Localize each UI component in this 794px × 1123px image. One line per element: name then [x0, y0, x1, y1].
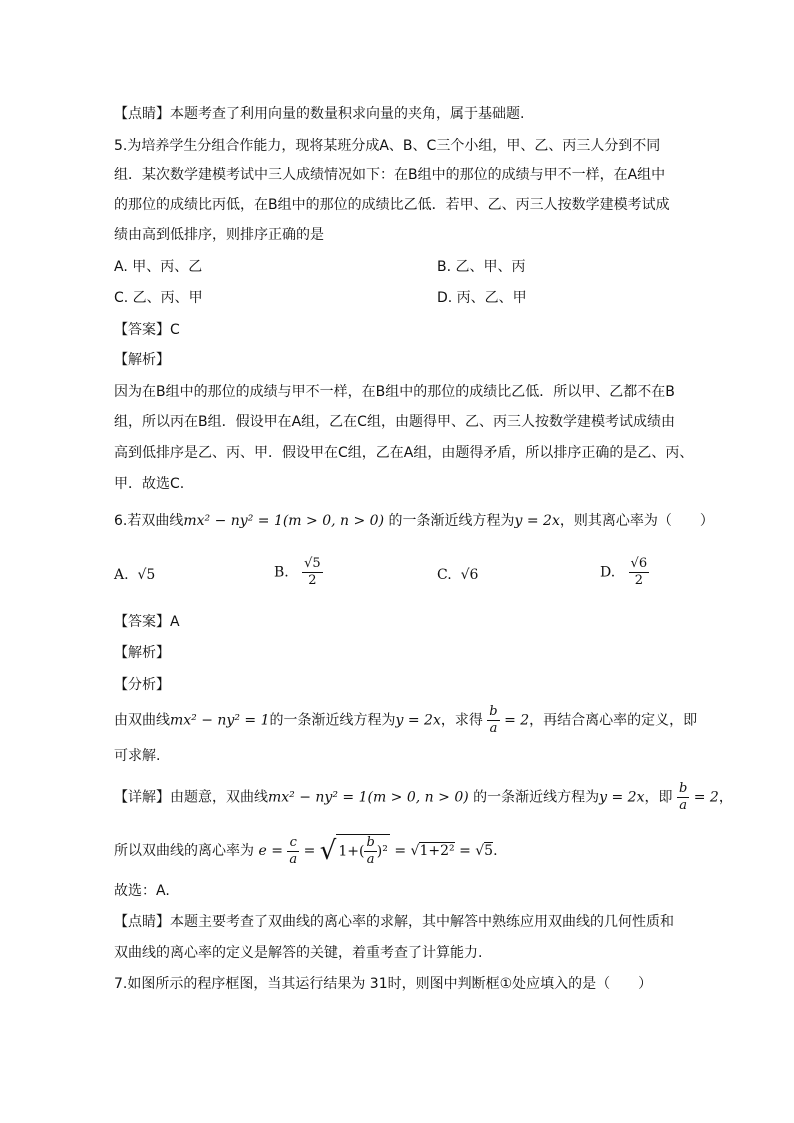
q6-mid: 的一条渐近线方程为: [388, 513, 515, 529]
q6-asymptote: y = 2x: [514, 513, 560, 529]
q6-option-d-label: D.: [600, 564, 616, 581]
q5-analysis-tag: 【解析】: [114, 352, 170, 368]
analysis-suffix: ，再结合离心率的定义，即: [529, 712, 698, 729]
q6-note-2: 双曲线的离心率的定义是解答的关键，着重考查了计算能力.: [114, 945, 483, 961]
q5-line-1: 5.为培养学生分组合作能力，现将某班分成A、B、C三个小组，甲、乙、丙三人分到不同: [114, 138, 661, 154]
q6-option-b-denominator: 2: [308, 573, 317, 588]
q6-option-d-denominator: 2: [634, 573, 643, 588]
q6-prefix: 6.若双曲线: [114, 513, 184, 529]
analysis-prefix: 由双曲线: [114, 712, 170, 729]
detail-tag: 【详解】: [114, 789, 170, 806]
detail-asymptote: y = 2x: [599, 789, 645, 806]
q6-option-c-label: C.: [437, 567, 452, 583]
detail-end: ，: [718, 789, 733, 806]
ecc-a: a: [289, 851, 298, 867]
q5-option-b: B. 乙、甲、丙: [437, 259, 526, 275]
q6-analysis-line-2: 可求解.: [114, 748, 161, 764]
q5-option-c: C. 乙、丙、甲: [114, 290, 203, 306]
ecc-equals-2: =: [394, 843, 407, 859]
q6-option-c: [437, 565, 478, 585]
analysis-asymptote: y = 2x: [395, 712, 441, 729]
q5-line-4: 绩由高到低排序，则排序正确的是: [114, 227, 324, 243]
q6-option-a: [114, 565, 155, 585]
q6-option-b-numerator: √5: [304, 556, 321, 571]
q6-suffix: ，则其离心率为（ ）: [559, 513, 714, 529]
ecc-c: c: [287, 835, 299, 852]
analysis-fraction: [487, 704, 499, 737]
ecc-inside-pre: 1+(: [338, 843, 365, 860]
analysis-equals-two: = 2: [504, 712, 530, 729]
analysis-frac-num: b: [489, 704, 498, 719]
q5-explanation-3: 高到低排序是乙、丙、甲．假设甲在C组，乙在A组，由题得矛盾，所以排序正确的是乙、丙、: [114, 445, 694, 461]
ecc-e: e =: [258, 843, 283, 859]
q6-eccentricity-line: 所以双曲线的离心率为 e = $\frac{c}{a}$ = √ 1+( $\frac{b}{a}$ )² = √1+2² = √5.: [114, 834, 498, 867]
analysis-mid2: ，求得: [440, 712, 483, 729]
ecc-inside-post: )²: [376, 843, 388, 860]
ecc-equals-1: =: [303, 843, 316, 859]
detail-ji: ，即: [644, 789, 673, 806]
q5-explanation-4: 甲．故选C.: [114, 476, 185, 492]
ecc-b-over-a: [364, 835, 376, 868]
q6-option-d-fraction: [629, 556, 650, 589]
q6-equation: mx² − ny² = 1(m > 0, n > 0): [183, 513, 385, 529]
q6-conclusion: 故选：A.: [114, 883, 170, 899]
analysis-frac-den: a: [489, 721, 498, 736]
q6-fenxi-tag: 【分析】: [114, 677, 170, 693]
q6-stem: [114, 511, 714, 531]
q6-detail-line: [114, 781, 733, 814]
q6-option-a-value: √5: [137, 567, 156, 583]
analysis-equation: mx² − ny² = 1: [170, 712, 270, 729]
detail-mid: 的一条渐近线方程为: [473, 789, 600, 806]
ecc-period: .: [493, 843, 498, 859]
q6-analysis-tag: 【解析】: [114, 645, 170, 661]
note-line-1: 【点睛】本题考查了利用向量的数量积求向量的夹角，属于基础题.: [114, 106, 525, 122]
detail-frac-num: b: [678, 781, 688, 796]
q5-answer: 【答案】C: [114, 322, 180, 338]
detail-equals-two: = 2: [693, 789, 719, 806]
q6-answer: 【答案】A: [114, 614, 180, 630]
ecc-equals-3: =: [459, 843, 471, 859]
q5-explanation-2: 组，所以丙在B组．假设甲在A组，乙在C组，由题得甲、乙、丙三人按数学建模考试成绩由: [114, 414, 675, 430]
q6-option-d-numerator: √6: [630, 556, 648, 571]
q5-line-2: 组．某次数学建模考试中三人成绩情况如下：在B组中的那位的成绩与甲不一样，在A组中: [114, 167, 666, 183]
q6-analysis-line: [114, 704, 697, 737]
q6-option-b: [274, 556, 323, 589]
ecc-root-5: 5: [484, 843, 494, 859]
q6-option-c-value: √6: [460, 567, 479, 583]
ecc-root-1-plus-2sq: 1+2²: [419, 843, 455, 859]
detail-frac-den: a: [679, 798, 687, 813]
ecc-a2: a: [366, 852, 375, 867]
q5-line-3: 的那位的成绩比丙低，在B组中的那位的成绩比乙低．若甲、乙、丙三人按数学建模考试成: [114, 197, 670, 213]
detail-equation: mx² − ny² = 1(m > 0, n > 0): [268, 789, 469, 806]
ecc-c-over-a: [287, 835, 299, 868]
ecc-b: b: [366, 835, 375, 850]
q5-explanation-1: 因为在B组中的那位的成绩与甲不一样，在B组中的那位的成绩比乙低．所以甲、乙都不在B: [114, 384, 675, 400]
ecc-prefix: 所以双曲线的离心率为: [114, 843, 254, 859]
q6-option-a-label: A.: [114, 567, 129, 583]
q6-option-d: [600, 556, 649, 589]
ecc-sqrt-big: √ 1+( $\frac{b}{a}$ )²: [319, 835, 388, 867]
q5-option-a: A. 甲、丙、乙: [114, 259, 203, 275]
analysis-mid: 的一条渐近线方程为: [269, 712, 396, 729]
q6-option-b-fraction: [302, 556, 323, 589]
q7-stem: 7.如图所示的程序框图，当其运行结果为 31时，则图中判断框①处应填入的是（ ）: [114, 976, 653, 992]
q5-option-d: D. 丙、乙、甲: [437, 290, 527, 306]
q6-note-1: 【点睛】本题主要考查了双曲线的离心率的求解，其中解答中熟练应用双曲线的几何性质和: [114, 914, 674, 930]
detail-fraction: [677, 781, 689, 814]
q6-option-b-label: B.: [274, 564, 289, 581]
detail-prefix: 由题意，双曲线: [170, 789, 268, 806]
